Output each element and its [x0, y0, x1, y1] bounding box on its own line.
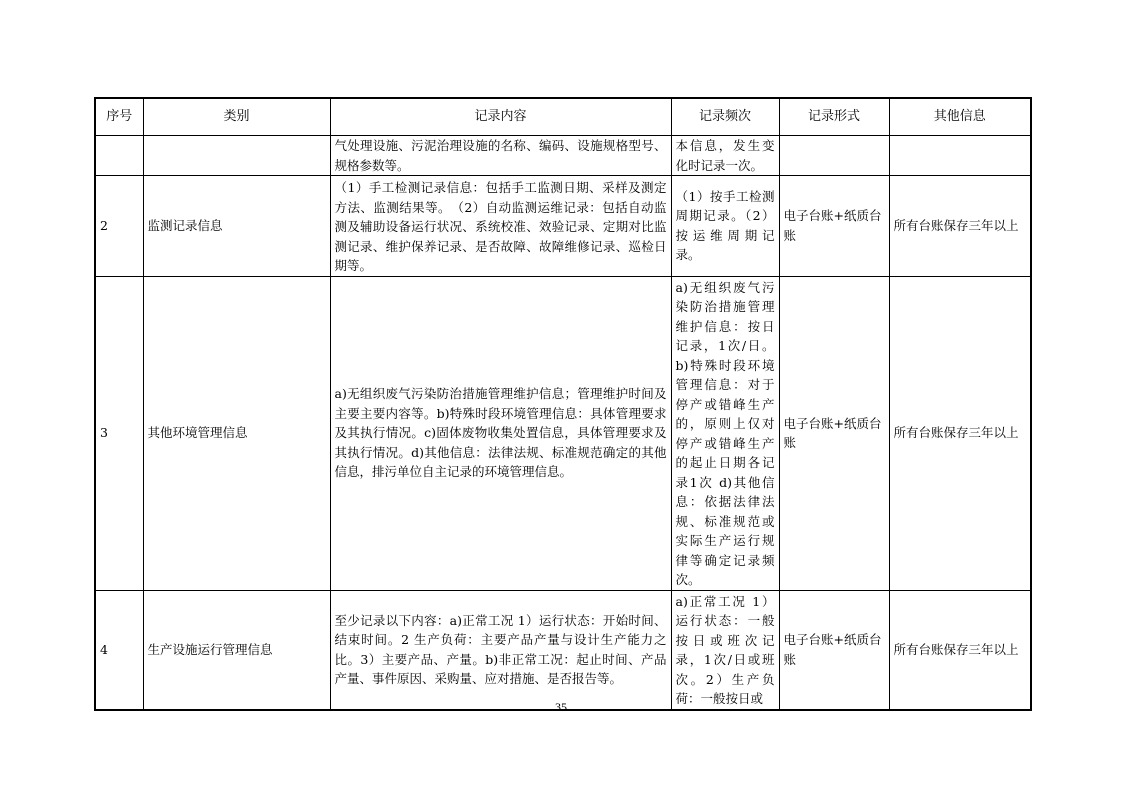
header-category: 类别	[143, 98, 330, 136]
header-form: 记录形式	[779, 98, 889, 136]
header-index: 序号	[95, 98, 143, 136]
table-row	[95, 276, 1031, 590]
row-other: 所有台账保存三年以上	[889, 176, 1031, 277]
row-content: （1）手工检测记录信息：包括手工监测日期、采样及测定方法、监测结果等。 （2）自动监测运维记录：包括自动监测及辅助设备运行状况、系统校准、效验记录、定期对比监测记录、维护保养记录、是否故障、故障维修记录、巡检日期等。	[330, 176, 671, 277]
row-other	[889, 136, 1031, 176]
row-index: 4	[95, 590, 143, 710]
row-frequency: a)正常工况 1）运行状态：一般按日或班次记录，1次/日或班次。2）生产负荷：一般按日或	[671, 590, 779, 710]
row-form: 电子台账+纸质台账	[779, 276, 889, 590]
row-content: 至少记录以下内容：a)正常工况 1）运行状态：开始时间、结束时间。2 生产负荷：主要产品产量与设计生产能力之比。3）主要产品、产量。b)非正常工况：起止时间、产品产量、事件原因、采购量、应对措施、是否报告等。	[330, 590, 671, 710]
row-form	[779, 136, 889, 176]
table-header-row	[95, 98, 1031, 136]
row-frequency: a)无组织废气污染防治措施管理维护信息：按日记录，1次/日。b)特殊时段环境管理信息：对于停产或错峰生产的，原则上仅对停产或错峰生产的起止日期各记录1次 d)其他信息：依据法律法规、标准规范或实际生产运行规律等确定记录频次。	[671, 276, 779, 590]
row-index	[95, 136, 143, 176]
row-category: 监测记录信息	[143, 176, 330, 277]
record-table	[94, 97, 1032, 711]
row-other: 所有台账保存三年以上	[889, 276, 1031, 590]
header-other: 其他信息	[889, 98, 1031, 136]
row-other: 所有台账保存三年以上	[889, 590, 1031, 710]
row-form: 电子台账+纸质台账	[779, 590, 889, 710]
row-category	[143, 136, 330, 176]
row-index: 3	[95, 276, 143, 590]
header-frequency: 记录频次	[671, 98, 779, 136]
row-index: 2	[95, 176, 143, 277]
row-frequency: 本信息，发生变化时记录一次。	[671, 136, 779, 176]
row-form: 电子台账+纸质台账	[779, 176, 889, 277]
table-row	[95, 176, 1031, 277]
row-category: 其他环境管理信息	[143, 276, 330, 590]
row-frequency: （1）按手工检测周期记录。（2）按运维周期记录。	[671, 176, 779, 277]
page-number: 35	[555, 700, 567, 714]
row-category: 生产设施运行管理信息	[143, 590, 330, 710]
row-content: 气处理设施、污泥治理设施的名称、编码、设施规格型号、规格参数等。	[330, 136, 671, 176]
table-row	[95, 590, 1031, 710]
table-row	[95, 136, 1031, 176]
header-content: 记录内容	[330, 98, 671, 136]
row-content: a)无组织废气污染防治措施管理维护信息；管理维护时间及主要主要内容等。b)特殊时段环境管理信息：具体管理要求及其执行情况。c)固体废物收集处置信息，具体管理要求及其执行情况。d)其他信息：法律法规、标准规范确定的其他信息，排污单位自主记录的环境管理信息。	[330, 276, 671, 590]
